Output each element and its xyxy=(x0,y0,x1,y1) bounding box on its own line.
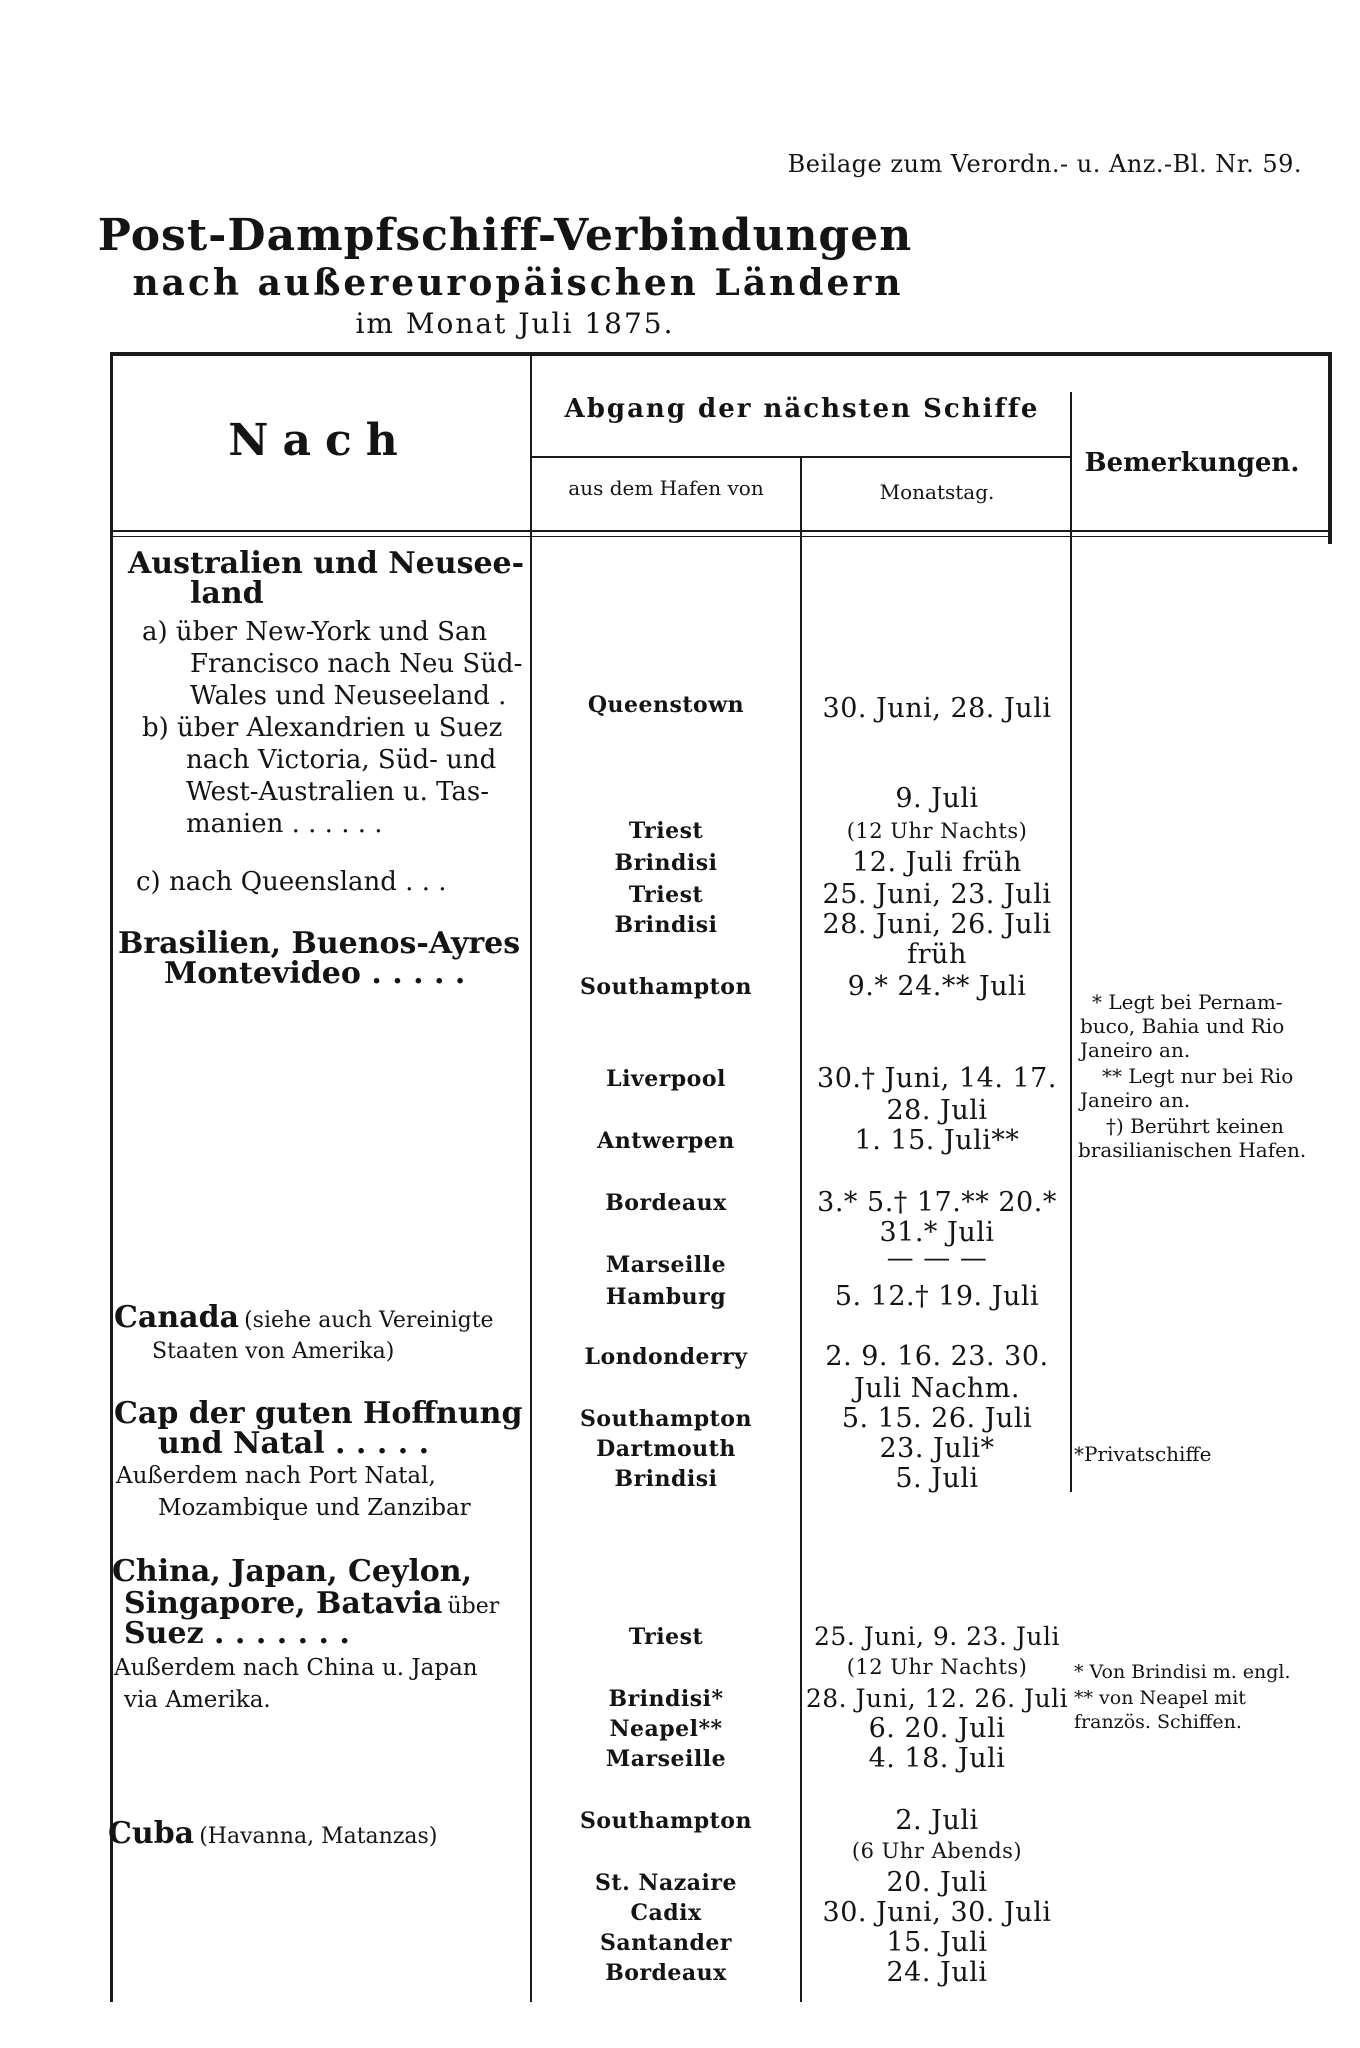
header-bemerkungen: Bemerkungen. xyxy=(1084,448,1300,478)
destination-brasilien-cont: Montevideo . . . . . xyxy=(164,956,466,991)
date-cell: 3.* 5.† 17.** 20.* xyxy=(817,1187,1057,1218)
port-row: Londonderry xyxy=(584,1344,748,1370)
date-cell: 30.† Juni, 14. 17. xyxy=(817,1063,1057,1094)
port-row: Triest xyxy=(628,1624,704,1650)
header-monatstag: Monatstag. xyxy=(879,480,995,504)
destination-cuba-line xyxy=(108,1818,437,1853)
date-cell: 4. 18. Juli xyxy=(868,1743,1006,1774)
date-cell: 28. Juni, 12. 26. Juli xyxy=(805,1684,1069,1713)
remark-line: französ. Schiffen. xyxy=(1074,1711,1242,1733)
remark-line: Janeiro an. xyxy=(1080,1088,1191,1112)
port-row: Triest xyxy=(628,882,704,908)
port-row: Neapel** xyxy=(609,1716,723,1742)
date-cell: 2. 9. 16. 23. 30. xyxy=(825,1341,1049,1372)
remark-line: ** Legt nur bei Rio xyxy=(1102,1064,1294,1088)
date-cell: 9.* 24.** Juli xyxy=(847,971,1027,1002)
date-cell: 15. Juli xyxy=(886,1927,988,1958)
route-a-line2: Francisco nach Neu Süd- xyxy=(190,649,523,679)
port-row: Marseille xyxy=(605,1252,727,1278)
header-subdivider xyxy=(532,456,1070,458)
port-row: Southampton xyxy=(580,1406,752,1432)
port-row: Triest xyxy=(628,818,704,844)
china-extra-line1: Außerdem nach China u. Japan xyxy=(114,1655,478,1681)
date-cell-dashes: — — — xyxy=(886,1243,988,1274)
destination-china-cont: Singapore, Batavia xyxy=(124,1586,443,1621)
remark-line: ** von Neapel mit xyxy=(1074,1687,1246,1709)
date-cell: 9. Juli xyxy=(895,783,979,814)
port-row: Brindisi xyxy=(614,1466,718,1492)
destination-australien: Australien und Neusee- xyxy=(128,546,525,581)
date-cell-cont: 28. Juli xyxy=(886,1095,988,1126)
date-cell: 6. 20. Juli xyxy=(868,1713,1006,1744)
header-bottom-rule xyxy=(110,530,1332,532)
port-row: Southampton xyxy=(580,974,752,1000)
port-row: Bordeaux xyxy=(605,1190,727,1216)
header-nach: Nach xyxy=(228,415,412,466)
header-abgang: Abgang der nächsten Schiffe xyxy=(564,394,1040,424)
remark-line: *Privatschiffe xyxy=(1074,1442,1212,1466)
remark-line: * Von Brindisi m. engl. xyxy=(1074,1661,1291,1683)
china-via: über xyxy=(447,1594,500,1619)
port-row: Bordeaux xyxy=(605,1960,727,1986)
route-c: c) nach Queensland . . . xyxy=(136,867,447,897)
route-b-line1: b) über Alexandrien u Suez xyxy=(142,713,503,743)
date-cell-cont: 31.* Juli xyxy=(879,1217,995,1248)
date-cell: 12. Juli früh xyxy=(852,847,1022,878)
date-cell-note: (12 Uhr Nachts) xyxy=(846,819,1028,843)
port-row: Hamburg xyxy=(605,1284,727,1310)
route-b-line3: West-Australien u. Tas- xyxy=(186,777,490,807)
destination-china: China, Japan, Ceylon, xyxy=(112,1554,473,1589)
date-cell: 5. 12.† 19. Juli xyxy=(834,1281,1040,1312)
route-b-line2: nach Victoria, Süd- und xyxy=(186,745,497,775)
remark-line: buco, Bahia und Rio xyxy=(1080,1014,1285,1038)
remark-line: †) Berührt keinen xyxy=(1106,1114,1284,1138)
port-row: Dartmouth xyxy=(596,1436,736,1462)
port-row: St. Nazaire xyxy=(595,1870,737,1896)
date-cell: 20. Juli xyxy=(886,1867,988,1898)
header-hafen: aus dem Hafen von xyxy=(568,476,764,500)
supplement-reference: Beilage zum Verordn.- u. Anz.-Bl. Nr. 59. xyxy=(787,150,1302,178)
date-cell: 25. Juni, 23. Juli xyxy=(822,879,1052,910)
route-b-line4: manien . . . . . . xyxy=(186,809,383,839)
date-cell: 30. Juni, 28. Juli xyxy=(822,693,1052,724)
destination-cuba: Cuba xyxy=(108,1816,195,1851)
date-cell: 24. Juli xyxy=(886,1957,988,1988)
port-row: Brindisi* xyxy=(608,1686,724,1712)
china-extra-line2: via Amerika. xyxy=(124,1687,271,1713)
destination-canada-line1 xyxy=(114,1302,494,1337)
destination-canada: Canada xyxy=(114,1300,239,1335)
date-cell: 1. 15. Juli** xyxy=(854,1125,1020,1156)
canada-note-cont: Staaten von Amerika) xyxy=(152,1339,395,1364)
port-row: Santander xyxy=(599,1930,733,1956)
date-cell-cont: Juli Nachm. xyxy=(854,1373,1020,1404)
destination-cap-cont: und Natal . . . . . xyxy=(158,1426,430,1461)
port-row: Queenstown xyxy=(587,692,745,718)
header-bottom-rule-2 xyxy=(110,536,1332,537)
date-cell: 25. Juni, 9. 23. Juli xyxy=(814,1622,1060,1651)
port-row: Liverpool xyxy=(606,1066,726,1092)
port-row: Southampton xyxy=(580,1808,752,1834)
route-a-line1: a) über New-York und San xyxy=(142,617,488,647)
route-a-line3: Wales und Neuseeland . xyxy=(190,681,507,711)
port-row: Antwerpen xyxy=(597,1128,735,1154)
remark-line: * Legt bei Pernam- xyxy=(1092,990,1283,1014)
date-cell: 5. 15. 26. Juli xyxy=(841,1403,1033,1434)
table-top-border xyxy=(110,352,1332,356)
cap-extra-line1: Außerdem nach Port Natal, xyxy=(116,1463,436,1489)
page-subtitle: nach außereuropäischen Ländern xyxy=(132,262,904,304)
date-cell: 2. Juli xyxy=(895,1805,979,1836)
table-left-border xyxy=(110,352,113,2002)
canada-note: (siehe auch Vereinigte xyxy=(244,1308,494,1333)
date-cell: 28. Juni, 26. Juli xyxy=(822,909,1052,940)
cuba-cities: (Havanna, Matanzas) xyxy=(199,1824,438,1849)
port-row: Cadix xyxy=(630,1900,702,1926)
date-cell-note: früh xyxy=(907,939,967,970)
table-right-border xyxy=(1328,352,1332,544)
destination-australien-cont: land xyxy=(190,576,264,611)
page-month: im Monat Juli 1875. xyxy=(355,307,675,340)
date-cell: 30. Juni, 30. Juli xyxy=(822,1897,1052,1928)
destination-cap: Cap der guten Hoffnung xyxy=(114,1396,523,1431)
port-row: Brindisi xyxy=(614,912,718,938)
page-title: Post-Dampfschiff-Verbindungen xyxy=(97,210,913,261)
destination-china-suez: Suez . . . . . . . xyxy=(124,1616,350,1651)
destination-brasilien: Brasilien, Buenos-Ayres xyxy=(118,926,521,961)
port-row: Marseille xyxy=(605,1746,727,1772)
port-row: Brindisi xyxy=(614,850,718,876)
date-cell: 23. Juli* xyxy=(879,1433,995,1464)
date-cell-note: (12 Uhr Nachts) xyxy=(846,1655,1028,1679)
cap-extra-line2: Mozambique und Zanzibar xyxy=(158,1495,471,1521)
remark-line: Janeiro an. xyxy=(1080,1038,1191,1062)
date-cell-note: (6 Uhr Abends) xyxy=(851,1839,1023,1863)
remark-line: brasilianischen Hafen. xyxy=(1078,1138,1307,1162)
date-cell: 5. Juli xyxy=(895,1463,979,1494)
